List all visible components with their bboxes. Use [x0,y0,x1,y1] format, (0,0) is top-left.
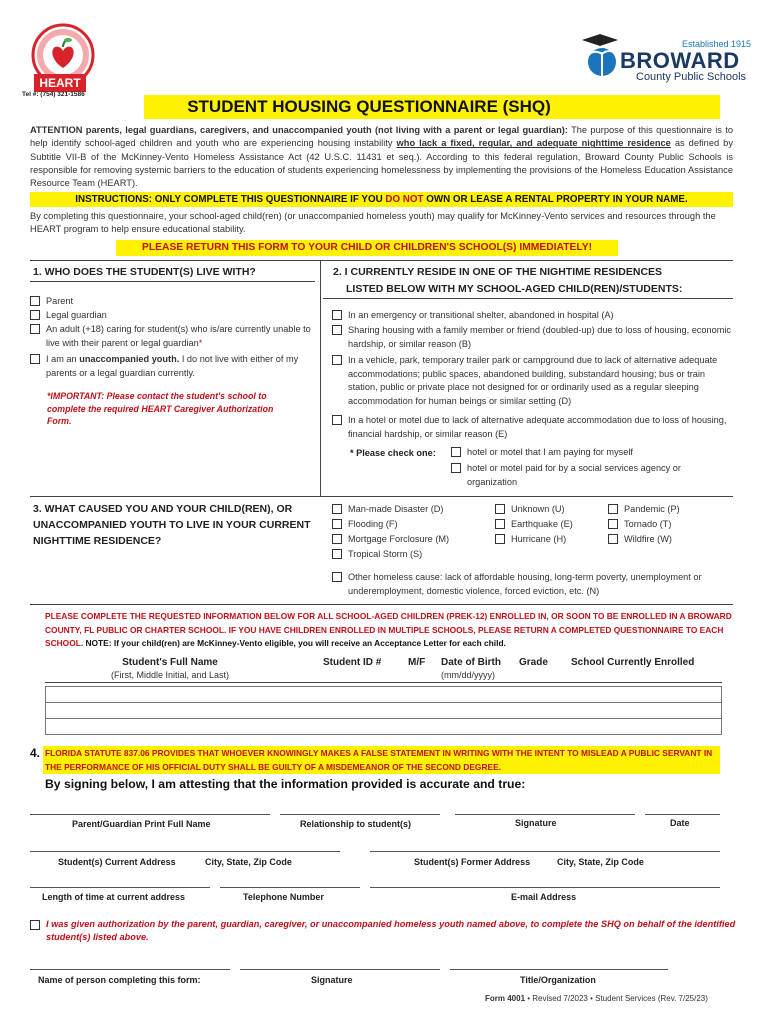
complete-notice-main: PLEASE COMPLETE THE REQUESTED INFORMATION BELOW FOR ALL SCHOOL-AGED CHILDREN (PREK-12) ENROLLED IN, OR SOON TO BE ENROLLED IN A BROWARD COUNTY, FL PUBLIC OR CHARTER SCHOOL. IF YOU HAVE CHILDREN ENROLLED IN MULTIPLE SCHOOLS, PLEASE RETURN A COMPLETED QUESTIONNAIRE TO EACH SCHOOL. [45,611,732,649]
q3-checkbox[interactable] [608,519,618,529]
q1-checkbox-adult[interactable] [30,324,40,334]
telephone-line[interactable] [220,887,360,888]
q3-option-other[interactable] [332,571,742,598]
q2-option-doubled-up[interactable] [332,324,737,351]
q1-unaccomp-pre: I am an [46,354,80,364]
broward-established: Established 1915 [682,39,752,49]
signature-label: Signature [515,818,557,828]
q3-checkbox[interactable] [608,534,618,544]
q3-option-wildfire[interactable] [608,533,728,547]
former-address-label: Student(s) Former Address [414,857,531,867]
broward-subtitle: County Public Schools [636,71,747,83]
current-address-label: Student(s) Current Address [58,857,176,867]
q3-checkbox[interactable] [495,534,505,544]
q1-option-adult[interactable] [30,323,317,350]
q1-unaccomp-post: I do not live with either of my parents or a legal guardian currently. [46,354,299,378]
footer-revision: • Revised 7/2023 • Student Services (Rev. 7/25/23) [525,994,708,1003]
length-of-time-line[interactable] [30,887,210,888]
q1-option-label [46,353,317,380]
q3-checkbox[interactable] [495,519,505,529]
q1-adult-mark: * [198,337,203,348]
q2-checkbox-shelter[interactable] [332,310,342,320]
date-line[interactable] [645,814,720,815]
q1-option-guardian[interactable] [30,309,315,323]
q1-heading-rule [30,281,315,282]
former-address-line[interactable] [370,851,720,852]
q2-option-label: In an emergency or transitional shelter, abandoned in hospital (A) [348,310,614,320]
table-header-dob-sub: (mm/dd/yyyy) [441,670,495,680]
q1-adult-text: An adult (+18) caring for student(s) who is/are currently unable to live with their parent or legal guardian [46,324,311,348]
q3-option-label: Man-made Disaster (D) [348,504,444,514]
q3-option-manmade[interactable] [332,503,492,517]
return-notice: PLEASE RETURN THIS FORM TO YOUR CHILD OR CHILDREN'S SCHOOL(S) IMMEDIATELY! [116,240,618,256]
table-header-name: Student's Full Name [122,657,218,668]
table-header-dob: Date of Birth [441,657,501,668]
q3-option-unknown[interactable] [495,503,605,517]
table-header-mf: M/F [408,657,426,668]
q1-option-label: Legal guardian [46,310,107,320]
q2-option-hotel[interactable] [332,414,737,441]
q2-option-label: In a hotel or motel due to lack of alternative adequate accommodation due to loss of housing, financial hardship, or similar reason (E) [348,415,727,439]
table-row [46,687,722,703]
q2-checkbox-hotel-self[interactable] [451,447,461,457]
q2-hotel-option-label: hotel or motel that I am paying for myself [467,447,633,457]
q3-checkbox[interactable] [332,504,342,514]
q2-option-label: In a vehicle, park, temporary trailer park or campground due to lack of alternative adequate accommodations; public spaces, abandoned building, substandard housing; bus or train station, public or private place not designed for or ordinarily used as a regular sleeping accommodation for human beings or similar setting (D) [348,355,718,406]
relationship-label: Relationship to student(s) [300,819,411,829]
q3-checkbox[interactable] [332,534,342,544]
table-header-grade: Grade [519,657,548,668]
attention-paragraph [30,124,733,190]
q3-option-flooding[interactable] [332,518,492,532]
q3-option-label: Hurricane (H) [511,534,567,544]
section-bottom-rule [30,604,733,605]
heart-name: HEART [34,74,86,92]
table-header-school: School Currently Enrolled [571,657,695,668]
instructions-banner [30,192,733,207]
q1-option-label [46,323,317,350]
q3-checkbox[interactable] [495,504,505,514]
instructions-before: INSTRUCTIONS: ONLY COMPLETE THIS QUESTIONNAIRE IF YOU [75,194,386,205]
completer-name-line[interactable] [30,969,230,970]
q2-checkbox-hotel-agency[interactable] [451,463,461,473]
q2-check-one-label: * Please check one: [350,448,436,458]
eligibility-text: By completing this questionnaire, your school-aged child(ren) (or unaccompanied homeless youth) may qualify for McKinney-Vento services and resources through the HEART program to help ensure educational stability. [30,211,716,234]
q2-heading-rule [323,298,733,299]
complete-notice-note: NOTE: If your child(ren) are McKinney-Vento eligible, you will receive an Acceptance Letter for each child. [83,638,506,649]
q2-option-vehicle[interactable] [332,354,737,408]
table-row [46,703,722,719]
q3-heading: 3. WHAT CAUSED YOU AND YOUR CHILD(REN), OR UNACCOMPANIED YOUTH TO LIVE IN YOUR CURRENT NIGHTTIME RESIDENCE? [33,503,311,547]
authorization-text: I was given authorization by the parent, guardian, caregiver, or unaccompanied homeless youth named above, to complete the SHQ on behalf of the identified student(s) listed above. [46,919,736,942]
q3-option-tropical-storm[interactable] [332,548,492,562]
table-cell-input[interactable] [46,703,722,719]
q3-option-hurricane[interactable] [495,533,605,547]
q3-checkbox[interactable] [608,504,618,514]
table-cell-input[interactable] [46,687,722,703]
q2-hotel-agency-paid[interactable] [451,462,721,489]
broward-name: BROWARD [620,48,740,73]
q3-option-label: Tornado (T) [624,519,672,529]
section-mid-rule [30,496,733,497]
instructions-do-not: DO NOT [385,194,424,205]
instructions-after: OWN OR LEASE A RENTAL PROPERTY IN YOUR NAME. [423,194,688,205]
table-row [46,719,722,735]
heart-phone: Tel #: (754) 321-1586 [22,91,85,98]
q3-option-label: Pandemic (P) [624,504,680,514]
parent-name-line[interactable] [30,814,270,815]
q1-important-note: *IMPORTANT: Please contact the student's school to complete the required HEART Caregiver Authorization Form. [47,391,274,426]
signature-line[interactable] [455,814,635,815]
heart-logo [18,20,108,96]
email-line[interactable] [370,887,720,888]
complete-notice [45,610,735,651]
q2-checkbox-hotel[interactable] [332,415,342,425]
length-of-time-label: Length of time at current address [42,892,186,902]
q3-option-label: Other homeless cause: lack of affordable housing, long-term poverty, unemployment or underemployment, domestic violence, forced eviction, etc. (N) [348,572,702,596]
q3-checkbox[interactable] [332,549,342,559]
palm-tree-icon [578,32,622,82]
attention-lead: ATTENTION parents, legal guardians, caregivers, and unaccompanied youth (not living with a parent or legal guardian): [30,125,568,135]
table-header-name-sub: (First, Middle Initial, and Last) [110,670,230,680]
attention-part1: The purpose of this questionnaire is to help identify school-aged children and youth who are experiencing housing instability [30,125,733,149]
authorization-checkbox[interactable] [30,920,40,930]
relationship-line[interactable] [280,814,440,815]
completer-title-line[interactable] [450,969,668,970]
attention-part2: as defined by Subtitle VII-B of the McKinney-Vento Homeless Assistance Act (42 U.S.C. 11431 et seq.). According to this federal regulation, Broward County Public Schools is responsible for removing systemic barriers to the education of students experiencing homelessness by implementing the provisions of the Homeless Education Assistance Resource Team (HEART). [30,138,734,189]
q2-option-shelter[interactable] [332,309,737,323]
q1-checkbox-guardian[interactable] [30,310,40,320]
q2-heading-line2: LISTED BELOW WITH MY SCHOOL-AGED CHILD(REN)/STUDENTS: [346,283,683,295]
city-state-zip-label-1: City, State, Zip Code [205,857,292,867]
q3-option-label: Flooding (F) [348,519,398,529]
q1-heading: 1. WHO DOES THE STUDENT(S) LIVE WITH? [33,266,256,278]
q3-option-label: Wildfire (W) [624,534,672,544]
completer-signature-label: Signature [311,975,353,985]
page-title: STUDENT HOUSING QUESTIONNAIRE (SHQ) [187,97,551,116]
table-header-student-id: Student ID # [323,657,382,668]
q1-option-label: Parent [46,296,74,306]
q3-option-tornado[interactable] [608,518,728,532]
q1-checkbox-unaccompanied[interactable] [30,354,40,364]
q3-checkbox-other[interactable] [332,572,342,582]
student-table [45,686,722,735]
q1-checkbox-parent[interactable] [30,296,40,306]
form-footer [485,994,708,1003]
completer-title-label: Title/Organization [520,975,596,985]
table-cell-input[interactable] [46,719,722,735]
email-label: E-mail Address [511,892,577,902]
city-state-zip-label-2: City, State, Zip Code [557,857,644,867]
telephone-label: Telephone Number [243,892,324,902]
q2-checkbox-doubled-up[interactable] [332,325,342,335]
q3-option-label: Unknown (U) [511,504,565,514]
completer-name-label: Name of person completing this form: [38,975,201,985]
q3-option-label: Earthquake (E) [511,519,573,529]
attention-underlined: who lack a fixed, regular, and adequate nighttime residence [396,138,671,149]
q1-option-unaccompanied[interactable] [30,353,317,380]
q2-hotel-option-label: hotel or motel paid for by a social services agency or organization [467,463,681,487]
attest-statement: By signing below, I am attesting that the information provided is accurate and true: [45,777,526,791]
statute-banner: FLORIDA STATUTE 837.06 PROVIDES THAT WHOEVER KNOWINGLY MAKES A FALSE STATEMENT IN WRITING WITH THE INTENT TO MISLEAD A PUBLIC SERVANT IN THE PERFORMANCE OF HIS OFFICIAL DUTY SHALL BE GUILTY OF A MISDEMEANOR OF THE SECOND DEGREE. [43,746,720,774]
q3-option-earthquake[interactable] [495,518,605,532]
q1-unaccomp-bold: unaccompanied youth. [79,354,180,364]
q2-checkbox-vehicle[interactable] [332,355,342,365]
q3-option-pandemic[interactable] [608,503,728,517]
q2-option-label: Sharing housing with a family member or friend (doubled-up) due to loss of housing, economic hardship, or similar reason (B) [348,325,732,349]
section-divider-vertical [320,260,321,496]
q3-option-label: Mortgage Forclosure (M) [348,534,450,544]
section-top-rule [30,260,733,261]
q2-heading-line1: 2. I CURRENTLY RESIDE IN ONE OF THE NIGHTIME RESIDENCES [333,266,663,278]
footer-form-number: Form 4001 [485,994,526,1003]
q3-option-label: Tropical Storm (S) [348,549,423,559]
q3-option-foreclosure[interactable] [332,533,492,547]
table-header-rule [45,682,722,683]
q2-hotel-self-paid[interactable] [451,446,731,460]
parent-name-label: Parent/Guardian Print Full Name [72,819,211,829]
date-label: Date [670,818,690,828]
current-address-line[interactable] [30,851,340,852]
broward-logo [578,30,754,84]
statute-number: 4. [30,746,41,760]
q1-option-parent[interactable] [30,295,315,309]
q3-checkbox[interactable] [332,519,342,529]
completer-signature-line[interactable] [240,969,440,970]
